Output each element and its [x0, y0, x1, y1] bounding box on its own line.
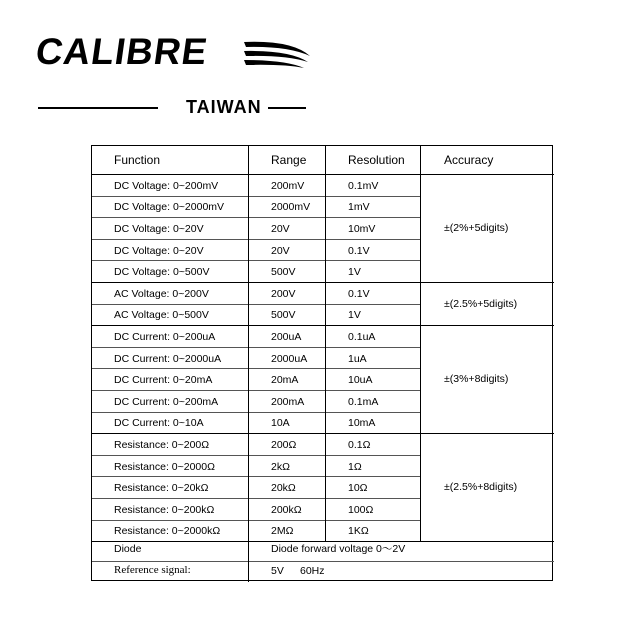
row-resolution: 1Ω	[348, 460, 362, 473]
row-resolution: 0.1uA	[348, 331, 376, 343]
logo-subtitle: TAIWAN	[186, 97, 262, 117]
row-divider	[92, 390, 420, 391]
row-divider	[92, 520, 420, 521]
row-range: 500V	[271, 309, 296, 322]
row-function: DC Current: 0~2000uA	[114, 352, 222, 365]
accuracy-cell: ±(2.5%+8digits)	[444, 481, 518, 494]
row-divider	[92, 304, 420, 305]
row-resolution: 10Ω	[348, 482, 368, 495]
header-accuracy: Accuracy	[444, 153, 494, 167]
header-divider	[92, 174, 554, 175]
row-function: Resistance: 0~20kΩ	[114, 482, 209, 495]
group-divider	[92, 282, 554, 283]
row-range: 2kΩ	[271, 460, 290, 473]
row-resolution: 100Ω	[348, 503, 374, 516]
row-range: 20mA	[271, 374, 299, 387]
column-divider-3	[420, 146, 421, 541]
row-resolution: 10uA	[348, 374, 373, 387]
row-resolution: 1KΩ	[348, 525, 369, 538]
row-range: 200mV	[271, 179, 305, 192]
logo-swoosh-icon	[242, 38, 312, 70]
row-range: 10A	[271, 417, 290, 430]
row-range: 200kΩ	[271, 503, 302, 516]
row-function: DC Voltage: 0~20V	[114, 223, 204, 235]
row-resolution: 10mA	[348, 417, 376, 430]
row-range: 2MΩ	[271, 525, 294, 538]
accuracy-cell: ±(3%+8digits)	[444, 373, 509, 386]
logo-wordmark: CALIBRE	[33, 31, 211, 72]
diode-function: Diode	[114, 543, 142, 555]
row-divider	[92, 412, 420, 413]
header-function: Function	[114, 153, 161, 167]
logo-rule-right	[268, 107, 306, 109]
row-function: Resistance: 0~200kΩ	[114, 503, 215, 516]
row-function: Resistance: 0~2000kΩ	[114, 525, 221, 538]
row-range: 20V	[271, 223, 290, 235]
row-resolution: 0.1V	[348, 244, 370, 257]
row-function: Resistance: 0~200Ω	[114, 439, 210, 451]
row-function: DC Current: 0~200uA	[114, 331, 216, 343]
row-divider	[92, 368, 420, 369]
brand-logo	[33, 31, 286, 117]
group-divider	[92, 433, 554, 434]
row-range: 200uA	[271, 331, 302, 343]
row-divider	[92, 476, 420, 477]
row-resolution: 1V	[348, 309, 361, 322]
specification-table	[91, 145, 553, 581]
column-divider-1	[248, 146, 249, 582]
row-range: 2000mV	[271, 201, 311, 214]
row-range: 200V	[271, 287, 296, 300]
reference-voltage: 5V	[271, 565, 284, 577]
body-bottom-divider	[92, 541, 554, 542]
row-range: 500V	[271, 266, 296, 279]
row-divider	[92, 217, 420, 218]
header-range: Range	[271, 153, 307, 167]
row-divider	[92, 498, 420, 499]
row-divider	[92, 239, 420, 240]
row-function: DC Current: 0~10A	[114, 417, 204, 430]
row-resolution: 1V	[348, 266, 361, 279]
row-function: DC Voltage: 0~200mV	[114, 179, 219, 192]
row-resolution: 0.1mA	[348, 395, 379, 408]
column-divider-2	[325, 146, 326, 541]
row-resolution: 0.1V	[348, 287, 370, 300]
row-range: 200mA	[271, 395, 305, 408]
row-resolution: 1uA	[348, 352, 367, 365]
header-resolution: Resolution	[348, 153, 405, 167]
diode-divider	[92, 561, 554, 562]
logo-rule-left	[38, 107, 158, 109]
group-divider	[92, 325, 554, 326]
accuracy-cell: ±(2.5%+5digits)	[444, 297, 518, 310]
reference-function: Reference signal:	[114, 564, 191, 576]
row-function: DC Current: 0~20mA	[114, 374, 213, 387]
diode-value: Diode forward voltage 0～2V	[271, 543, 406, 555]
accuracy-cell: ±(2%+5digits)	[444, 222, 509, 234]
row-range: 200Ω	[271, 439, 297, 451]
row-resolution: 10mV	[348, 223, 376, 235]
row-function: DC Voltage: 0~20V	[114, 244, 204, 257]
row-divider	[92, 455, 420, 456]
row-resolution: 0.1Ω	[348, 439, 371, 451]
row-divider	[92, 260, 420, 261]
row-range: 20kΩ	[271, 482, 296, 495]
row-divider	[92, 347, 420, 348]
row-function: DC Voltage: 0~2000mV	[114, 201, 225, 214]
row-resolution: 1mV	[348, 201, 370, 214]
row-resolution: 0.1mV	[348, 179, 379, 192]
row-function: DC Voltage: 0~500V	[114, 266, 210, 279]
row-function: Resistance: 0~2000Ω	[114, 460, 215, 473]
reference-frequency: 60Hz	[300, 565, 325, 577]
row-range: 20V	[271, 244, 290, 257]
row-function: AC Voltage: 0~500V	[114, 309, 209, 322]
row-function: DC Current: 0~200mA	[114, 395, 219, 408]
row-range: 2000uA	[271, 352, 308, 365]
row-divider	[92, 196, 420, 197]
row-function: AC Voltage: 0~200V	[114, 287, 209, 300]
